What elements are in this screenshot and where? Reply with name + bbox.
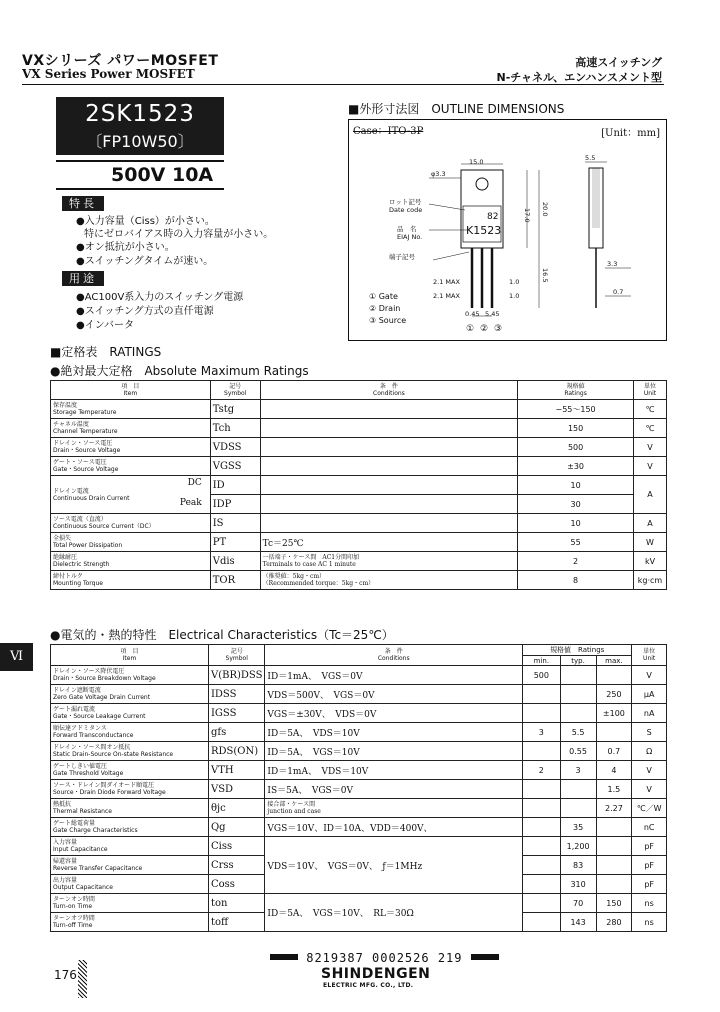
table-row: ゲート総電荷量 Gate Charge Characteristics Qg VGS＝10V、ID＝10A、VDD＝400V、 35 nC: [51, 818, 667, 837]
marking-top: 82: [487, 212, 499, 222]
electrical-title: ●電気的・熱的特性 Electrical Characteristics（Tc＝25℃）: [50, 628, 394, 642]
table-row: ドレイン遮断電流 Zero Gate Voltage Drain Current IDSS VDS＝500V、 VGS＝0V 250 μA: [51, 685, 667, 704]
table-row: ドレイン・ソース電圧 Drain・Source Voltage VDSS 500 V: [51, 438, 667, 457]
table-header: 項 目 Item 記号 Symbol 条 件 Conditions 規格値 Ratings 単位 Unit: [51, 381, 667, 400]
table-header: min. typ. max.: [51, 656, 667, 666]
dim-height1: 17.0: [523, 208, 531, 223]
pin-num-3: ③: [494, 324, 503, 334]
page-number: 176: [54, 968, 77, 982]
section-tab: Ⅵ: [0, 643, 33, 671]
dim-height2: 20.0: [541, 202, 549, 217]
table-row: ゲート・ソース電圧 Gate・Source Voltage VGSS ±30 V: [51, 457, 667, 476]
features-tag: 特長: [62, 196, 104, 211]
dim-max2: 2.1 MAX: [433, 292, 460, 300]
pin-drain: ② Drain: [369, 304, 401, 313]
hatch-mark-icon: [78, 960, 87, 998]
unit-label: [Unit：mm]: [601, 128, 660, 139]
table-header: 項 目 Item 記号 Symbol 条 件 Conditions 規格値 Ratings 単位 Unit: [51, 645, 667, 656]
barcode-number: 8219387 0002526 219: [270, 951, 499, 965]
table-row: チャネル温度 Channel Temperature Tch 150 ℃: [51, 419, 667, 438]
dim-side: 5.5: [585, 154, 596, 162]
table-row: ドレイン電流 Continuous Drain Current DC Peak ID 10 A: [51, 476, 667, 495]
table-row: ソース電流（直流） Continuous Source Current（DC） IS 10 A: [51, 514, 667, 533]
company-subtitle: ELECTRIC MFG. CO., LTD.: [323, 982, 414, 989]
barcode-bar-icon: [471, 954, 499, 960]
pin-gate: ① Gate: [369, 292, 398, 301]
dim-hole: φ3.3: [431, 170, 446, 178]
part-number-box: [56, 97, 224, 155]
ratings-title: ■定格表 RATINGS: [50, 345, 162, 359]
table-row: 順伝達アドミタンス Forward Transconductance gfs ID＝5A、 VDS＝10V 3 5.5 S: [51, 723, 667, 742]
ratings-table: [50, 380, 667, 590]
series-title-en: VX Series Power MOSFET: [22, 67, 195, 81]
part-rating: 500V 10A: [56, 160, 224, 190]
label-eiaj: EIAJ No.: [397, 233, 423, 241]
table-row: 保存温度 Storage Temperature Tstg −55〜150 ℃: [51, 400, 667, 419]
marking-part: K1523: [466, 224, 502, 237]
label-name: 品 名: [397, 225, 417, 233]
series-title-jp: VXシリーズ パワーMOSFET: [22, 53, 219, 69]
table-row: ターンオフ時間 Turn-off Time toff 143 280 ns: [51, 913, 667, 932]
table-row: ターンオン時間 Turn-on Time ton ID＝5A、 VGS＝10V、 RL＝30Ω 70 150 ns: [51, 894, 667, 913]
application-item: ●インバータ: [76, 320, 135, 331]
dim-width: 15.0: [469, 158, 484, 166]
case-label: Case：ITO-3P: [353, 126, 424, 137]
barcode-bar-icon: [270, 954, 298, 960]
applications-tag: 用途: [62, 271, 104, 286]
feature-item: ●スイッチングタイムが速い。: [76, 256, 214, 267]
pin-num-2: ②: [480, 324, 489, 334]
dim-max1: 2.1 MAX: [433, 278, 460, 286]
dim-1b: 1.0: [509, 292, 520, 300]
application-item: ●AC100V系入力のスイッチング電源: [76, 292, 244, 303]
table-row: 帰還容量 Reverse Transfer Capacitance Crss 83 pF: [51, 856, 667, 875]
dim-pitch: 5.45: [485, 310, 500, 318]
outline-diagram-box: [348, 119, 667, 341]
feature-item: ●オン抵抗が小さい。: [76, 242, 175, 253]
pin-source: ③ Source: [369, 316, 407, 325]
pin-num-1: ①: [466, 324, 475, 334]
device-type-jp2: N-チャネル、エンハンスメント型: [496, 71, 662, 84]
dim-lead: 16.5: [541, 268, 549, 283]
table-row: 入力容量 Input Capacitance Ciss VDS＝10V、 VGS＝0V、 ƒ＝1MHz 1,200 pF: [51, 837, 667, 856]
dim-1a: 1.0: [509, 278, 520, 286]
dim-lead-w: 0.45: [465, 310, 480, 318]
table-row: ドレイン・ソース降伏電圧 Drain・Source Breakdown Voltage V(BR)DSS ID＝1mA、 VGS＝0V 500 V: [51, 666, 667, 685]
table-row: ソース・ドレイン間ダイオード順電圧 Source・Drain Diode Forward Voltage VSD IS＝5A、 VGS＝0V 1.5 V: [51, 780, 667, 799]
label-terminal: 端子記号: [389, 253, 415, 261]
company-logo: SHINDENGEN: [321, 966, 431, 982]
dim-side2: 3.3: [607, 260, 618, 268]
table-row: ゲート漏れ電流 Gate・Source Leakage Current IGSS VGS＝±30V、 VDS＝0V ±100 nA: [51, 704, 667, 723]
table-row: ドレイン・ソース間オン抵抗 Static Drain-Source On-state Resistance RDS(ON) ID＝5A、 VGS＝10V 0.55 0.7 Ω: [51, 742, 667, 761]
feature-item: 特にゼロバイアス時の入力容量が小さい。: [84, 229, 274, 240]
device-type-jp: 高速スイッチング: [575, 56, 662, 69]
label-lot: ロット記号: [389, 198, 422, 206]
table-row: ゲートしきい値電圧 Gate Threshold Voltage VTH ID＝1mA、 VDS＝10V 2 3 4 V: [51, 761, 667, 780]
table-row: 出力容量 Output Capacitance Coss 310 pF: [51, 875, 667, 894]
feature-item: ●入力容量（Ciss）が小さい。: [76, 216, 215, 227]
table-row: 熱抵抗 Thermal Resistance θjc 接合部・ケース間 junction and case 2.27 ℃／W: [51, 799, 667, 818]
header-rule: [22, 84, 664, 85]
label-date: Date code: [389, 206, 423, 214]
table-row: IDP 30: [51, 495, 667, 514]
part-alt-number: 〔FP10W50〕: [86, 132, 194, 151]
table-row: 締付トルク Mounting Torque TOR （推奨値：5kg・cm） （Recommended torque：5kg・cm） 8 kg·cm: [51, 571, 667, 590]
table-row: 絶縁耐圧 Dielectric Strength Vdis 一括端子・ケース間 AC1分間印加 Terminals to case AC 1 minute 2 kV: [51, 552, 667, 571]
electrical-table: [50, 644, 667, 932]
part-number: 2SK1523: [85, 101, 195, 127]
table-row: 全損失 Total Power Dissipation PT Tc＝25℃ 55 W: [51, 533, 667, 552]
dim-side3: 0.7: [613, 288, 624, 296]
ratings-subtitle: ●絶対最大定格 Absolute Maximum Ratings: [50, 364, 309, 378]
outline-title: ■外形寸法図 OUTLINE DIMENSIONS: [348, 102, 565, 116]
application-item: ●スイッチング方式の直仟電源: [76, 306, 214, 317]
